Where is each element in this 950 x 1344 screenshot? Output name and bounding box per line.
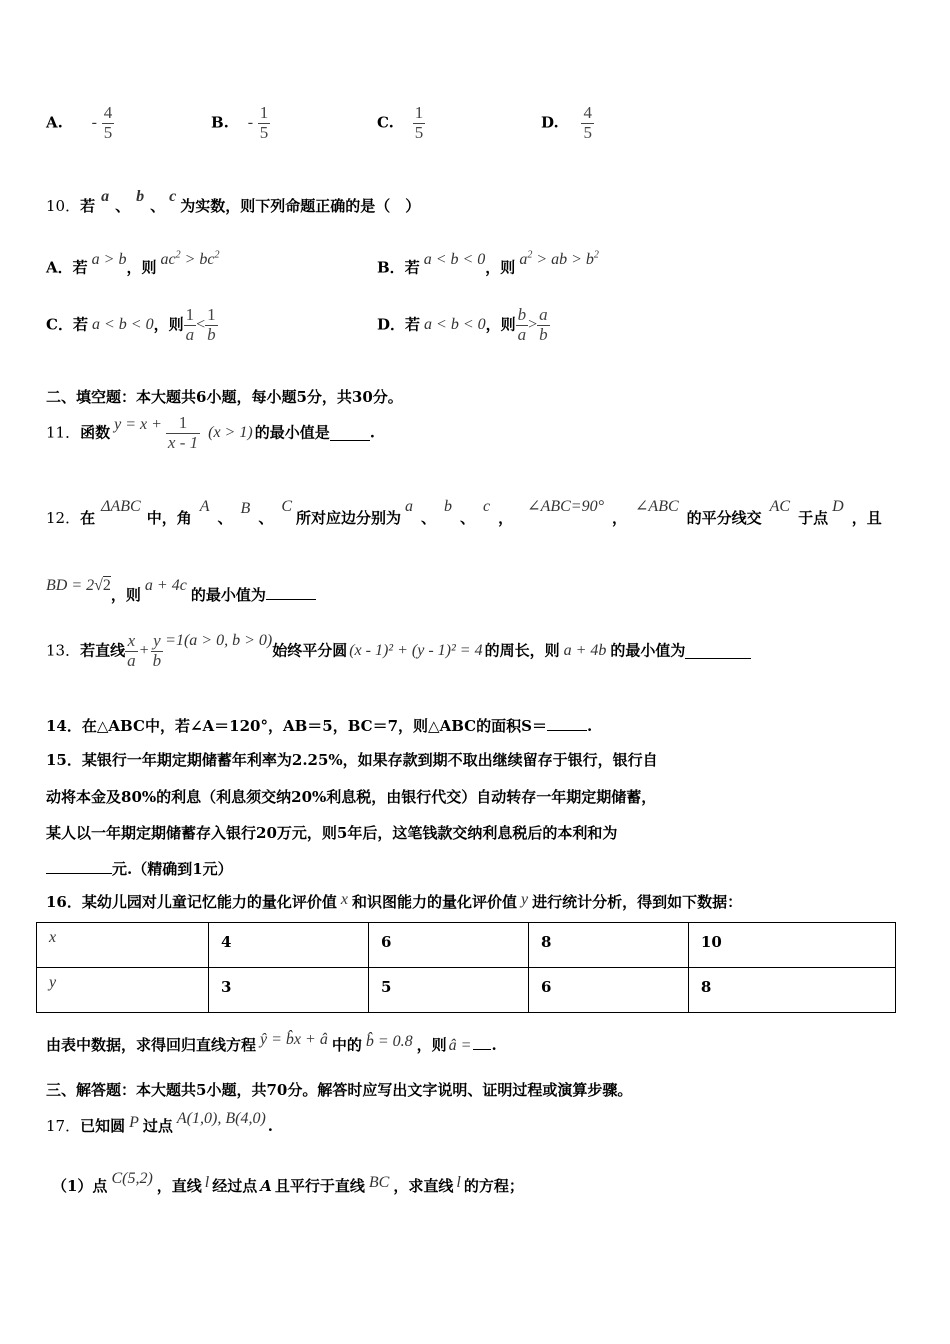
table-row-x [37, 923, 896, 968]
condition: a < b < 0 [423, 251, 486, 269]
option-label: C． [46, 315, 73, 334]
target-expr: a + 4c [144, 577, 187, 594]
separator: 、 [217, 509, 233, 527]
function-fraction [166, 414, 200, 452]
line-l: l [204, 1174, 210, 1191]
separator: 、 [115, 197, 131, 215]
superscript: 2 [175, 250, 181, 261]
question-text: ，则 [416, 1036, 447, 1054]
numerator: 1 [414, 103, 424, 122]
answer-blank [685, 644, 751, 659]
denominator: a [517, 324, 527, 344]
separator: 、 [258, 509, 274, 527]
line-frac-x [125, 632, 138, 670]
condition: a < b < 0 [91, 315, 154, 333]
var-x: x [340, 891, 348, 908]
angle-c: C [281, 498, 292, 515]
q9-option-c [377, 104, 425, 142]
question-number: 17． [46, 1117, 81, 1135]
conclusion [519, 251, 599, 268]
question-text: 14．在△ABC中，若∠A＝120°，AB＝5，BC＝7，则△ABC的面积S＝ [46, 717, 547, 735]
question-text: 的平分线交 [686, 509, 762, 527]
stem-text: 若 [80, 197, 96, 215]
question-text: 过点 [142, 1117, 173, 1135]
separator: 、 [150, 197, 166, 215]
option-text: 若 [405, 315, 421, 334]
q12-line2 [46, 577, 316, 605]
numerator: 1 [178, 413, 188, 432]
option-label: A． [46, 258, 73, 277]
table-cell: 5 [368, 968, 528, 1013]
separator: ， [498, 509, 514, 527]
question-text: 且平行于直线 [274, 1177, 365, 1195]
table-cell: 4 [209, 923, 369, 968]
numerator: x [127, 631, 136, 650]
option-text: ，则 [485, 258, 516, 277]
question-text: 由表中数据，求得回归直线方程 [46, 1036, 257, 1054]
question-text: 的周长，则 [484, 641, 560, 660]
segment-ac: AC [769, 498, 791, 515]
denominator: 5 [583, 122, 592, 142]
answer-blank [547, 716, 587, 731]
answer-blank [46, 859, 112, 874]
line-frac-y [151, 632, 164, 670]
q9-option-d [541, 104, 594, 142]
denominator: b [207, 324, 216, 344]
q10-option-a [46, 250, 220, 278]
option-text: ，则 [126, 258, 157, 277]
side-a: a [405, 498, 414, 515]
option-fraction [102, 104, 115, 142]
question-number: 12． [46, 509, 81, 527]
option-label: A. [46, 113, 63, 132]
option-fraction [258, 104, 271, 142]
option-label: B． [377, 258, 405, 277]
separator: 、 [421, 509, 437, 527]
denominator: x - 1 [167, 432, 199, 452]
option-text: ，则 [153, 315, 184, 334]
question-text: 已知圆 [80, 1117, 126, 1135]
question-text: 中，角 [146, 509, 192, 527]
question-number: 10． [46, 197, 81, 215]
q9-option-b [211, 104, 270, 142]
question-text: 的最小值为 [610, 641, 686, 660]
answer-blank [266, 585, 316, 600]
q11 [46, 414, 375, 452]
question-text: 若直线 [80, 641, 126, 660]
row-header: x [37, 923, 209, 968]
option-sign: - [91, 113, 97, 131]
table-row-y [37, 968, 896, 1013]
section-heading-solutions: 三、解答题：本大题共5小题，共70分。解答时应写出文字说明、证明过程或演算步骤。 [46, 1081, 633, 1099]
option-fraction [581, 104, 594, 142]
question-text: 的最小值为 [190, 586, 266, 604]
denominator: 5 [103, 122, 113, 142]
side-b: b [444, 498, 453, 515]
numerator: y [153, 631, 161, 650]
question-text: 函数 [80, 423, 111, 442]
answer-blank [473, 1035, 491, 1050]
slope-value: b̂ = 0.8 [365, 1033, 413, 1050]
end-mark: . [491, 1036, 497, 1054]
angle-b: B [240, 500, 251, 517]
circle-p: P [129, 1114, 139, 1131]
side-c: c [483, 498, 491, 515]
var-c: c [169, 188, 177, 205]
points-ab: A(1,0), B(4,0) [176, 1110, 266, 1127]
superscript: 2 [527, 250, 533, 261]
line-l: l [456, 1174, 461, 1191]
target-expr: a + 4b [563, 641, 607, 659]
denominator: 5 [414, 122, 424, 142]
q16-after [46, 1031, 497, 1055]
row-header: y [37, 968, 209, 1013]
operator: > [528, 315, 538, 333]
numerator: 1 [185, 305, 195, 324]
numerator: 1 [259, 103, 269, 122]
intercept-expr: â = [448, 1037, 472, 1054]
part-label: （1）点 [52, 1177, 108, 1195]
question-text: 元.（精确到1元） [112, 860, 233, 878]
option-sign: - [247, 113, 254, 131]
question-text: 的最小值是 [254, 423, 330, 442]
question-text: 在 [80, 509, 96, 527]
numerator: 1 [207, 305, 216, 324]
end-mark: . [586, 717, 593, 735]
condition: a > b [91, 251, 127, 269]
question-text: 和识图能力的量化评价值 [352, 893, 518, 911]
table-cell: 6 [368, 923, 528, 968]
table-cell: 6 [528, 968, 688, 1013]
question-text: 所对应边分别为 [296, 509, 402, 527]
conclusion-part: ac [160, 251, 176, 269]
separator: 、 [460, 509, 476, 527]
q12-line1 [46, 498, 882, 528]
numerator: 4 [103, 103, 113, 122]
function-expr: y = x + [114, 415, 166, 433]
question-number: 11． [46, 423, 81, 442]
option-fraction [413, 104, 426, 142]
superscript: 2 [214, 250, 220, 261]
question-text: ，则 [110, 586, 141, 604]
end-mark: . [267, 1117, 273, 1135]
option-label: D. [541, 113, 559, 132]
sqrt-icon: √ [94, 577, 103, 594]
question-text: 中的 [331, 1036, 362, 1054]
line-condition: =1(a > 0, b > 0) [165, 631, 273, 649]
point-d: D [832, 498, 844, 515]
q15-line4 [46, 859, 233, 878]
var-a: a [101, 188, 110, 205]
q13 [46, 632, 751, 670]
question-text: ，且 [851, 509, 882, 527]
superscript: 2 [593, 250, 599, 261]
operator: < [196, 315, 206, 333]
circle-equation: (x - 1)² + (y - 1)² = 4 [349, 641, 483, 659]
table-cell: 3 [209, 968, 369, 1013]
option-label: C. [377, 113, 394, 132]
denominator: b [152, 650, 162, 670]
q9-option-a [46, 104, 114, 142]
q10-stem [46, 188, 421, 216]
angle-a: A [199, 498, 210, 515]
question-text: 于点 [798, 509, 829, 527]
q10-option-d [377, 306, 550, 344]
fraction-left [184, 306, 197, 344]
fraction-left [516, 306, 529, 344]
table-cell: 10 [688, 923, 895, 968]
triangle-expr: ΔABC [101, 498, 141, 515]
var-b: b [136, 188, 145, 205]
bd-expression [46, 577, 111, 594]
conclusion-part: > bc [180, 251, 215, 269]
table-cell: 8 [528, 923, 688, 968]
regression-equation: ŷ = b̂x + â [260, 1031, 328, 1048]
conclusion [160, 251, 219, 268]
option-label: D． [377, 315, 406, 334]
denominator: a [185, 324, 195, 344]
point-a: A [260, 1177, 272, 1195]
question-text: ，求直线 [393, 1177, 454, 1195]
denominator: 5 [259, 122, 269, 142]
point-c: C(5,2) [111, 1170, 153, 1187]
option-text: 若 [72, 258, 88, 277]
conclusion-part: a [519, 251, 528, 269]
option-text: ，则 [485, 315, 516, 334]
radicand: 2 [102, 577, 111, 594]
bd-value: BD = 2 [46, 577, 95, 594]
option-text: 若 [72, 315, 88, 334]
end-mark: . [369, 423, 375, 442]
table-cell: 8 [688, 968, 895, 1013]
conclusion-part: > ab > b [532, 251, 594, 269]
numerator: 4 [583, 103, 592, 122]
numerator: b [517, 305, 527, 324]
question-text: 16．某幼儿园对儿童记忆能力的量化评价值 [46, 893, 337, 911]
answer-blank [330, 426, 370, 441]
q16-stem [46, 891, 743, 912]
separator: ， [612, 509, 628, 527]
fraction-right [537, 306, 550, 344]
question-text: 经过点 [212, 1177, 258, 1195]
option-text: 若 [404, 258, 420, 277]
operator: + [139, 641, 149, 659]
condition: a < b < 0 [424, 315, 486, 333]
question-text: 的方程； [463, 1177, 524, 1195]
fraction-right [205, 306, 218, 344]
section-heading-fill-in: 二、填空题：本大题共6小题，每小题5分，共30分。 [46, 388, 403, 406]
q15-line2: 动将本金及80%的利息（利息须交纳20%利息税，由银行代交）自动转存一年期定期储蓄， [46, 788, 657, 806]
denominator: a [127, 650, 136, 670]
q15-line3: 某人以一年期定期储蓄存入银行20万元，则5年后，这笔钱款交纳利息税后的本利和为 [46, 824, 618, 842]
angle-expr: ∠ABC [635, 498, 679, 515]
q10-option-c [46, 306, 218, 344]
data-table [36, 922, 896, 1013]
line-bc: BC [368, 1174, 390, 1191]
question-text: 进行统计分析，得到如下数据： [532, 893, 743, 911]
option-label: B. [211, 113, 229, 132]
stem-text: 为实数，则下列命题正确的是（ ） [180, 197, 421, 215]
denominator: b [539, 324, 548, 344]
q14 [46, 716, 592, 735]
q17-stem [46, 1110, 273, 1136]
numerator: a [539, 305, 548, 324]
question-text: 始终平分圆 [272, 641, 348, 660]
angle-condition: ∠ABC=90° [527, 498, 604, 515]
var-y: y [521, 891, 529, 908]
q15-line1: 15．某银行一年期定期储蓄年利率为2.25%，如果存款到期不取出继续留存于银行，银行自 [46, 751, 658, 769]
q10-option-b [377, 250, 599, 278]
domain-condition: (x > 1) [208, 423, 253, 441]
question-text: ，直线 [156, 1177, 202, 1195]
q17-part1 [52, 1170, 524, 1196]
question-number: 13． [46, 641, 81, 660]
